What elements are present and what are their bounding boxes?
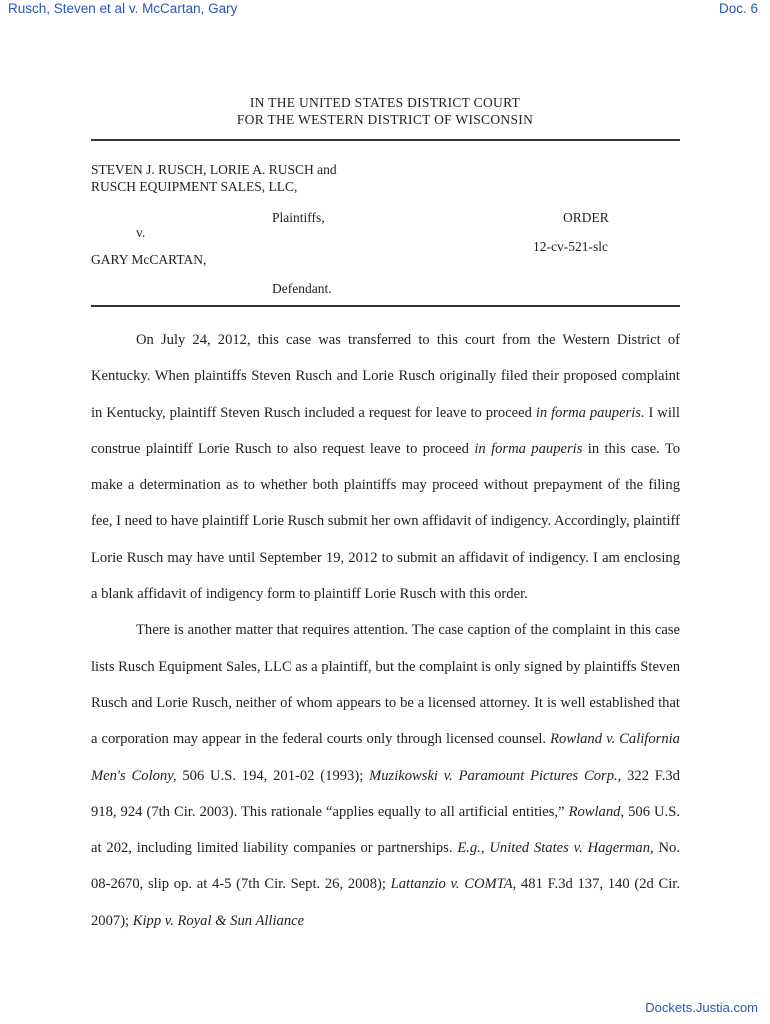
- text-run: 322 F.3d 918, 924 (7th Cir. 2003). This rationale “applies equally to all artificial entities,”: [91, 767, 680, 820]
- italic-citation: in forma pauperis.: [535, 404, 645, 421]
- italic-citation: Rowland v. California Men's Colony,: [91, 731, 680, 784]
- defendant-role: Defendant.: [272, 281, 332, 296]
- text-run: 506 U.S. 194, 201-02 (1993);: [176, 767, 370, 784]
- italic-citation: Rowland: [568, 803, 621, 820]
- text-run: in this case. To make a determination as to whether both plaintiffs may proceed without prepayment of the filing fee, I need to have plaintiff Lorie Rusch submit her own affidavit of indigency. Accordingly, plaintiff Lorie Rusch may have until September 19, 2012 to submit an affidavit of indigency. I am enclosing a blank affidavit of indigency form to plaintiff Lorie Rusch with this order.: [91, 440, 681, 603]
- case-number: 12-cv-521-slc: [533, 239, 608, 254]
- case-title-link[interactable]: Rusch, Steven et al v. McCartan, Gary: [8, 1, 238, 16]
- caption-bottom-rule: [91, 305, 680, 307]
- text-run: There is another matter that requires attention. The case caption of the complaint in this case lists Rusch Equipment Sales, LLC as a plaintiff, but the complaint is only signed by plaintiffs Steven Rusch and Lorie Rusch, neither of whom appears to be a licensed attorney. It is well established that a corporation may appear in the federal courts only through licensed counsel.: [91, 622, 680, 748]
- court-heading-line1: IN THE UNITED STATES DISTRICT COURT: [249, 95, 521, 110]
- plaintiffs-line1: STEVEN J. RUSCH, LORIE A. RUSCH and: [91, 162, 337, 177]
- order-body: [91, 322, 680, 939]
- court-heading-line2: FOR THE WESTERN DISTRICT OF WISCONSIN: [236, 112, 534, 127]
- text-run: On July 24, 2012, this case was transferred to this court from the Western District of Kentucky. When plaintiffs Steven Rusch and Lorie Rusch originally filed their proposed complaint in Kentucky, plaintiff Steven Rusch included a request for leave to proceed: [91, 332, 680, 421]
- italic-citation: Muzikowski v. Paramount Pictures Corp.,: [369, 767, 622, 784]
- plaintiffs-line2: RUSCH EQUIPMENT SALES, LLC,: [91, 179, 298, 194]
- source-link[interactable]: Dockets.Justia.com: [645, 1000, 758, 1015]
- court-heading: [0, 94, 770, 128]
- plaintiffs-names: [91, 161, 337, 195]
- defendant-name: GARY McCARTAN,: [91, 252, 207, 267]
- plaintiffs-role: Plaintiffs,: [272, 210, 325, 225]
- paragraph-1: [91, 322, 680, 612]
- italic-citation: E.g., United States v. Hagerman: [457, 840, 650, 857]
- text-run: , No. 08-2670, slip op. at 4-5 (7th Cir. Sept. 26, 2008);: [91, 840, 680, 893]
- italic-citation: Lattanzio v. COMTA: [390, 876, 513, 893]
- text-run: , 481 F.3d 137, 140 (2d Cir. 2007);: [91, 876, 680, 929]
- caption-top-rule: [91, 139, 680, 141]
- paragraph-2: [91, 612, 680, 939]
- italic-citation: in forma pauperis: [474, 440, 583, 457]
- text-run: I will construe plaintiff Lorie Rusch to also request leave to proceed: [91, 404, 680, 457]
- text-run: , 506 U.S. at 202, including limited liability companies or partnerships.: [91, 803, 680, 857]
- document-type: ORDER: [563, 210, 609, 225]
- versus-label: v.: [136, 225, 146, 240]
- doc-number-link[interactable]: Doc. 6: [718, 1, 758, 16]
- italic-citation: Kipp v. Royal & Sun Alliance: [132, 912, 305, 929]
